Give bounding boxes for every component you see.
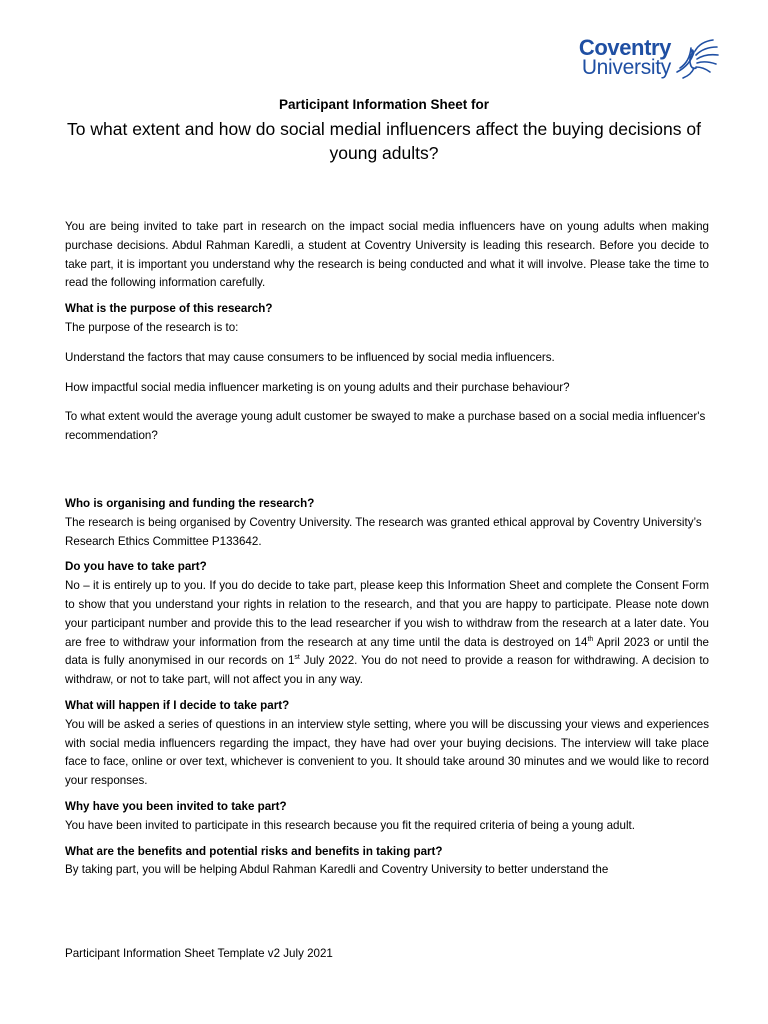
invited-paragraph: You have been invited to participate in this research because you fit the required criteria of being a young adult. [65,818,635,832]
document-title [64,96,704,165]
ordinal-suffix: st [294,654,300,662]
page-footer: Participant Information Sheet Template v2 July 2021 [65,947,333,960]
purpose-item: To what extent would the average young adult customer be swayed to make a purchase based on a social media influencer's recommendation? [65,410,706,443]
purpose-lead: The purpose of the research is to: [65,320,239,334]
organising-paragraph: The research is being organised by Coventry University. The research was granted ethical approval by Coventry University’s Research Ethics Committee P133642. [65,515,702,548]
purpose-item: How impactful social media influencer marketing is on young adults and their purchase behaviour? [65,380,570,394]
research-title: To what extent and how do social medial influencers affect the buying decisions of young adults? [67,119,701,163]
organising-heading: Who is organising and funding the research? [65,496,315,510]
take-part-heading: Do you have to take part? [65,560,207,574]
invited-heading: Why have you been invited to take part? [65,799,287,813]
benefits-paragraph: By taking part, you will be helping Abdul Rahman Karedli and Coventry University to better understand the [65,863,609,877]
logo-line-coventry: Coventry [578,35,671,60]
purpose-heading: What is the purpose of this research? [65,302,273,316]
phoenix-bird-icon [671,38,721,80]
take-part-paragraph [65,577,709,690]
logo-line-university: University [581,56,671,80]
benefits-heading: What are the benefits and potential risks and benefits in taking part? [65,844,443,858]
happen-paragraph: You will be asked a series of questions in an interview style setting, where you will be discussing your views and experiences with social media influencers regarding the impact, they have had over your buying decisions. The interview will take place face to face, online or over text, whichever is convenient to you. It should take around 30 minutes and we would like to record your responses. [65,717,709,788]
purpose-item: Understand the factors that may cause consumers to be influenced by social media influencers. [65,350,555,364]
ordinal-suffix: th [587,635,594,643]
intro-paragraph: You are being invited to take part in research on the impact social media influencers have on young adults when making purchase decisions. Abdul Rahman Karedli, a student at Coventry University is leading this research. Before you decide to take part, it is important you understand why the research is being conducted and what it will involve. Please take the time to read the following information carefully. [65,220,709,290]
take-part-text: No – it is entirely up to you. If you do decide to take part, please keep this Information Sheet and complete the Consent Form to show that you understand your rights in relation to the research, and that you are happy to participate. Please note down your participant number and provide this to the lead researcher if you wish to withdraw from the research at a later date. You are free to withdraw your information from the research at any time until the data is destroyed on 14 [65,579,709,649]
coventry-university-logo [553,35,723,80]
title-label: Participant Information Sheet for [278,97,490,112]
take-part-text: April 2023 or until the data is fully anonymised in our records on 1 [65,635,709,668]
take-part-text: July 2022. You do not need to provide a reason for withdrawing. A decision to withdraw, or not to take part, will not affect you in any way. [65,654,710,687]
document-body [65,218,709,880]
logo-wordmark [553,35,671,80]
happen-heading: What will happen if I decide to take part? [65,698,290,712]
